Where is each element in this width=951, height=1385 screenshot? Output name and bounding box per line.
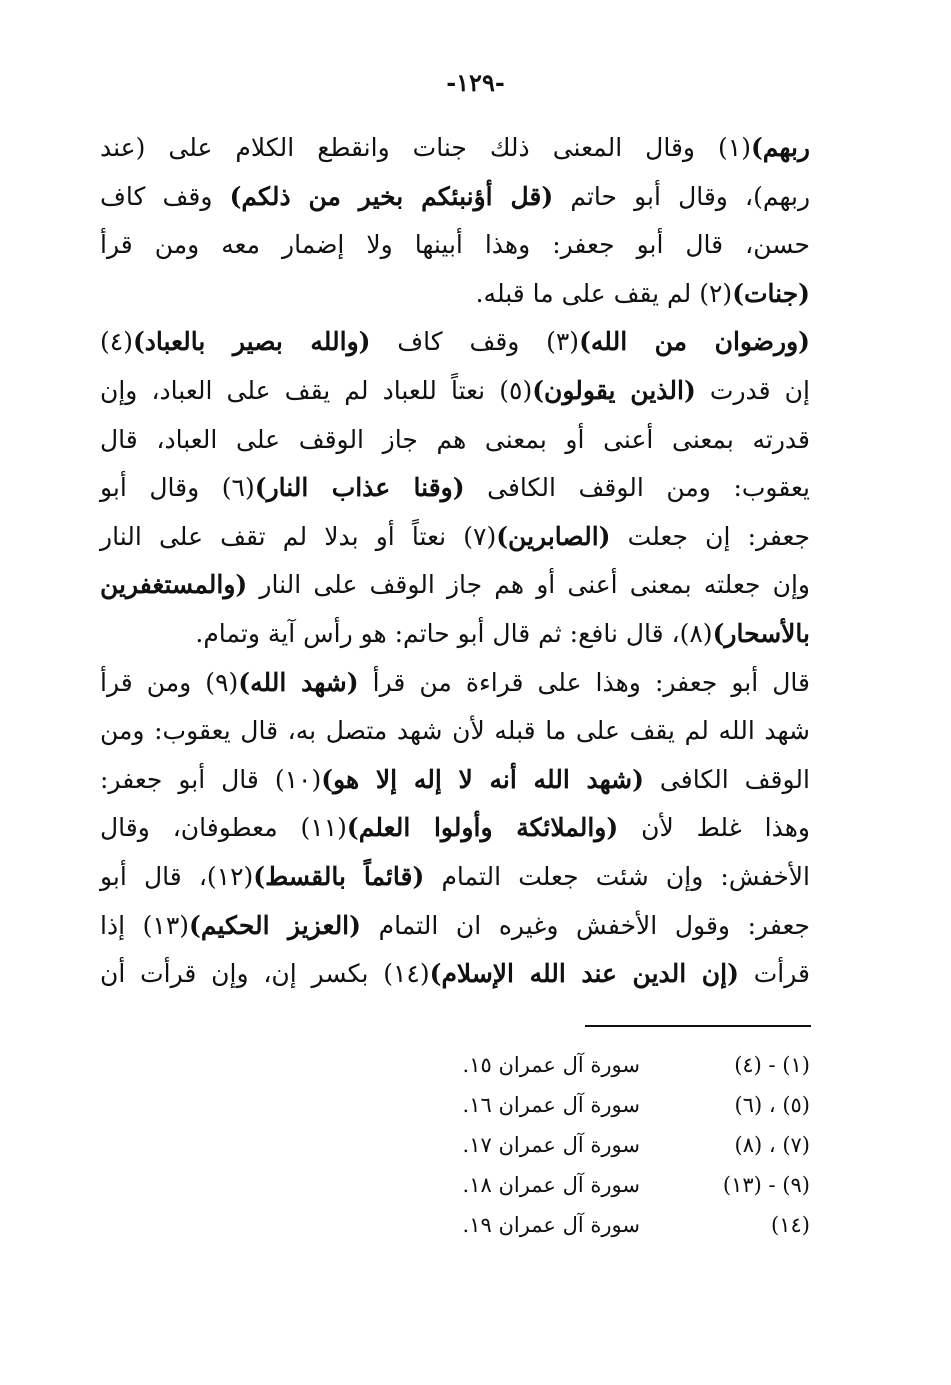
text-line <box>100 513 810 562</box>
quoted-verse: بالأسحار) <box>712 618 810 648</box>
quoted-verse: (ورضوان من الله) <box>579 327 811 357</box>
text-segment: حسن، قال أبو جعفر: وهذا أبينها ولا إضمار معه ومن قرأ <box>100 230 810 260</box>
footnote-text: سورة آل عمران ١٩. <box>462 1213 640 1237</box>
text-line <box>100 853 810 902</box>
text-line <box>100 804 810 853</box>
text-segment: (٩) ومن قرأ <box>100 667 239 697</box>
text-line <box>100 707 810 756</box>
text-line <box>100 221 810 270</box>
text-segment: جعفر: وقول الأخفش وغيره ان التمام <box>360 910 810 940</box>
text-segment: وقف كاف <box>100 181 230 211</box>
footnote-ref: (٥) ، (٦) <box>734 1093 810 1117</box>
quoted-verse: (والمستغفرين <box>100 570 248 600</box>
text-line <box>100 902 810 951</box>
page-number: -١٢٩- <box>446 68 505 97</box>
quoted-verse: (والله بصير بالعباد) <box>132 327 371 357</box>
text-line <box>100 756 810 805</box>
text-segment: وإن جعلته بمعنى أعنى أو هم جاز الوقف على النار <box>247 570 810 600</box>
quoted-verse: (الذين يقولون) <box>532 375 696 405</box>
text-line <box>100 464 810 513</box>
footnote-text: سورة آل عمران ١٨. <box>462 1173 640 1197</box>
text-segment: قدرته بمعنى أعنى أو بمعنى هم جاز الوقف على العباد، قال <box>100 424 810 454</box>
text-segment: جعفر: إن جعلت <box>610 521 810 551</box>
text-segment: الأخفش: وإن شئت جعلت التمام <box>424 861 810 891</box>
quoted-verse: (وقنا عذاب النار) <box>254 473 465 503</box>
quoted-verse: (جنات) <box>732 278 810 308</box>
text-segment: (٣) وقف كاف <box>370 327 580 357</box>
text-segment: شهد الله لم يقف على ما قبله لأن شهد متصل به، قال يعقوب: ومن <box>100 716 810 746</box>
text-line <box>100 173 810 222</box>
footnote-ref: (٧) ، (٨) <box>734 1133 810 1157</box>
text-segment: (٥) نعتاً للعباد لم يقف على العباد، وإن <box>100 375 533 405</box>
quoted-verse: (شهد الله أنه لا إله إلا هو) <box>321 764 644 794</box>
text-segment: قرأت <box>738 959 810 989</box>
text-segment: الوقف الكافى <box>643 764 810 794</box>
text-segment: ربهم)، وقال أبو حاتم <box>553 181 811 211</box>
text-segment: (١) وقال المعنى ذلك جنات وانقطع الكلام على (عند <box>100 133 751 162</box>
footnote-text: سورة آل عمران ١٥. <box>462 1053 640 1077</box>
text-line <box>100 270 810 319</box>
text-segment: (١٤) بكسر إن، وإن قرأت أن <box>100 959 430 989</box>
text-segment: إن قدرت <box>695 375 810 405</box>
quoted-verse: (قل أؤنبئكم بخير من ذلكم) <box>229 181 554 211</box>
footnote-row <box>420 1045 810 1085</box>
quoted-verse: (قائماً بالقسط) <box>253 861 425 891</box>
text-segment: (٧) نعتاً أو بدلا لم تقف على النار <box>100 521 497 551</box>
quoted-verse: (العزيز الحكيم) <box>189 910 361 940</box>
footnote-text: سورة آل عمران ١٦. <box>462 1093 640 1117</box>
text-segment: (٤) <box>100 327 133 357</box>
footnote-row <box>420 1085 810 1125</box>
text-line <box>100 367 810 416</box>
quoted-verse: (والملائكة وأولوا العلم) <box>346 813 619 843</box>
text-segment: قال أبو جعفر: وهذا على قراءة من قرأ <box>358 667 810 697</box>
text-segment: (١٣) إذا <box>100 910 190 940</box>
text-segment: (١٢)، قال أبو <box>100 861 254 891</box>
text-line <box>100 610 810 659</box>
footnotes <box>420 1045 810 1245</box>
footnote-ref: (١٤) <box>771 1213 810 1237</box>
footnote-divider <box>585 1025 811 1027</box>
text-line <box>100 318 810 367</box>
text-line <box>100 124 810 173</box>
footnote-row <box>420 1165 810 1205</box>
text-line <box>100 659 810 708</box>
footnote-row <box>420 1205 810 1245</box>
text-segment: يعقوب: ومن الوقف الكافى <box>464 473 810 503</box>
text-line <box>100 950 810 999</box>
text-line <box>100 416 810 465</box>
quoted-verse: (شهد الله) <box>238 667 359 697</box>
text-segment: (١٠) قال أبو جعفر: <box>100 764 322 794</box>
body-text <box>100 124 810 999</box>
quoted-verse: ربهم) <box>750 133 810 162</box>
quoted-verse: (إن الدين عند الله الإسلام) <box>429 959 739 989</box>
footnote-ref: (١) - (٤) <box>734 1053 810 1077</box>
text-segment: (٢) لم يقف على ما قبله. <box>475 278 733 308</box>
text-segment: (١١) معطوفان، وقال <box>100 813 347 843</box>
text-segment: (٨)، قال نافع: ثم قال أبو حاتم: هو رأس آية وتمام. <box>195 618 713 648</box>
footnote-text: سورة آل عمران ١٧. <box>462 1133 640 1157</box>
text-segment: وهذا غلط لأن <box>618 813 810 843</box>
quoted-verse: (الصابرين) <box>496 521 611 551</box>
footnote-ref: (٩) - (١٣) <box>722 1173 810 1197</box>
text-line <box>100 561 810 610</box>
footnote-row <box>420 1125 810 1165</box>
text-segment: (٦) وقال أبو <box>100 473 255 503</box>
